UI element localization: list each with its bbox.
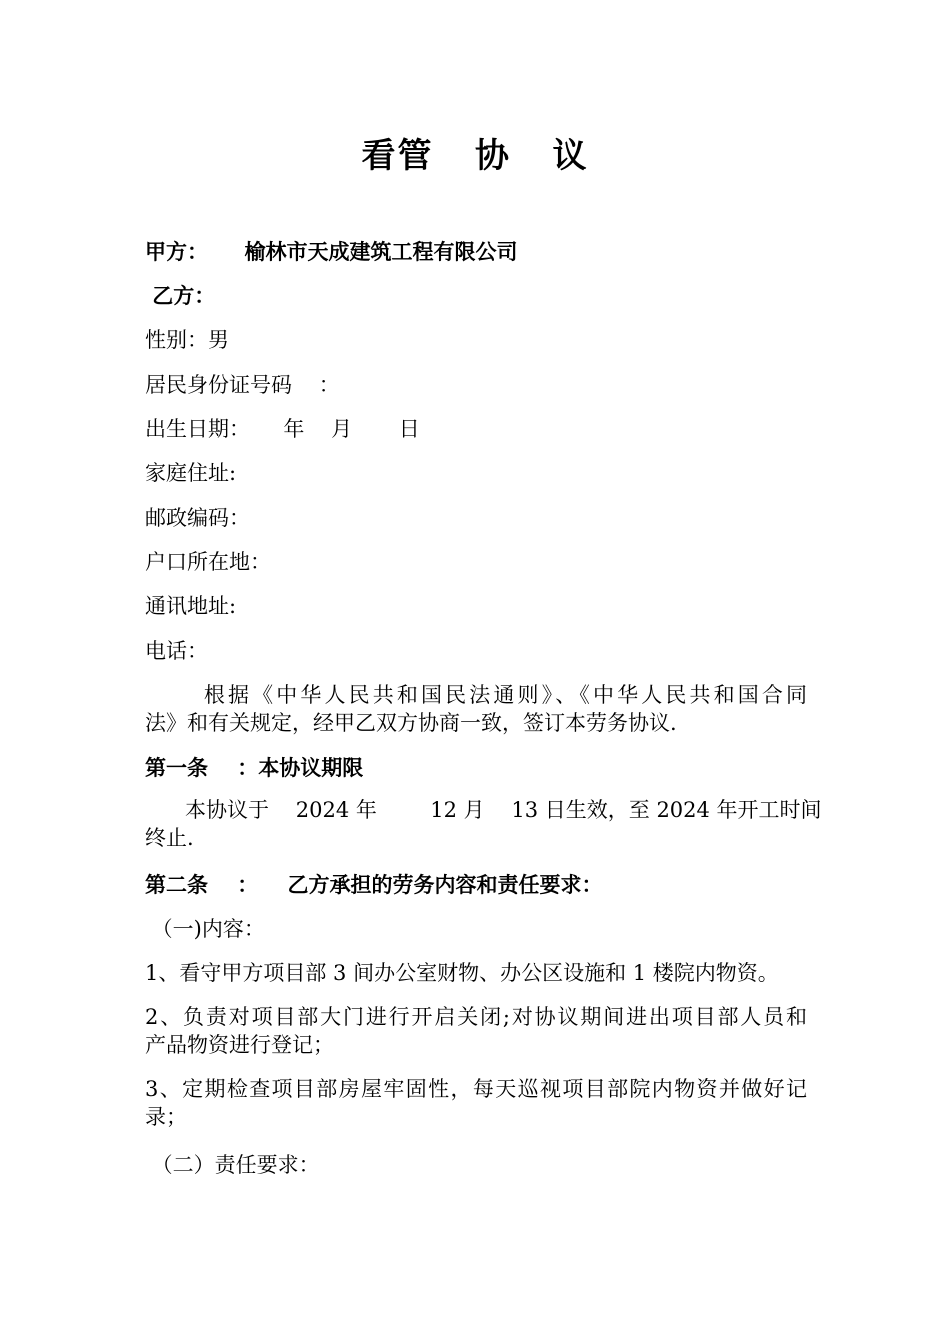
list-item-line: 2、负责对项目部大门进行开启关闭;对协议期间进出项目部人员和 (145, 1005, 807, 1029)
list-item-line: 录； (145, 1105, 187, 1129)
postal-code-line: 邮政编码： (145, 506, 250, 530)
article-1-paragraph (145, 796, 822, 852)
home-address-line: 家庭住址: (145, 461, 237, 485)
list-item: 1、看守甲方项目部 3 间办公室财物、办公区设施和 1 楼院内物资。 (145, 961, 779, 985)
list-item-line: 产品物资进行登记； (145, 1033, 334, 1057)
party-a-line: 甲方： 榆林市天成建筑工程有限公司 (145, 239, 518, 264)
responsibility-heading: （二）责任要求： (145, 1153, 320, 1177)
birth-date-line: 出生日期： 年 月 日 (145, 417, 420, 441)
article-1-line: 终止. (145, 826, 194, 850)
article-1-line: 本协议于 2024 年 12 月 13 日生效，至 2024 年开工时间 (145, 798, 822, 822)
list-item-line: 3、定期检查项目部房屋牢固性，每天巡视项目部院内物资并做好记 (145, 1077, 807, 1101)
intro-paragraph (145, 681, 807, 737)
phone-line: 电话： (145, 639, 208, 663)
article-2-heading: 第二条 ： 乙方承担的劳务内容和责任要求： (145, 872, 603, 897)
id-number-line: 居民身份证号码 ： (145, 373, 340, 397)
intro-line: 根据《中华人民共和国民法通则》、《中华人民共和国合同 (145, 683, 807, 707)
mail-address-line: 通讯地址: (145, 594, 237, 618)
document-title: 看管 协 议 (361, 136, 589, 176)
household-location-line: 户口所在地： (145, 550, 271, 574)
intro-line: 法》和有关规定，经甲乙双方协商一致，签订本劳务协议. (145, 711, 677, 735)
list-item (145, 1003, 807, 1059)
list-item (145, 1075, 807, 1131)
article-1-heading: 第一条 ：本协议期限 (145, 755, 364, 780)
gender-line: 性别：男 (145, 328, 229, 352)
party-b-line: 乙方： (145, 283, 216, 308)
content-heading: （一)内容： (145, 917, 265, 941)
